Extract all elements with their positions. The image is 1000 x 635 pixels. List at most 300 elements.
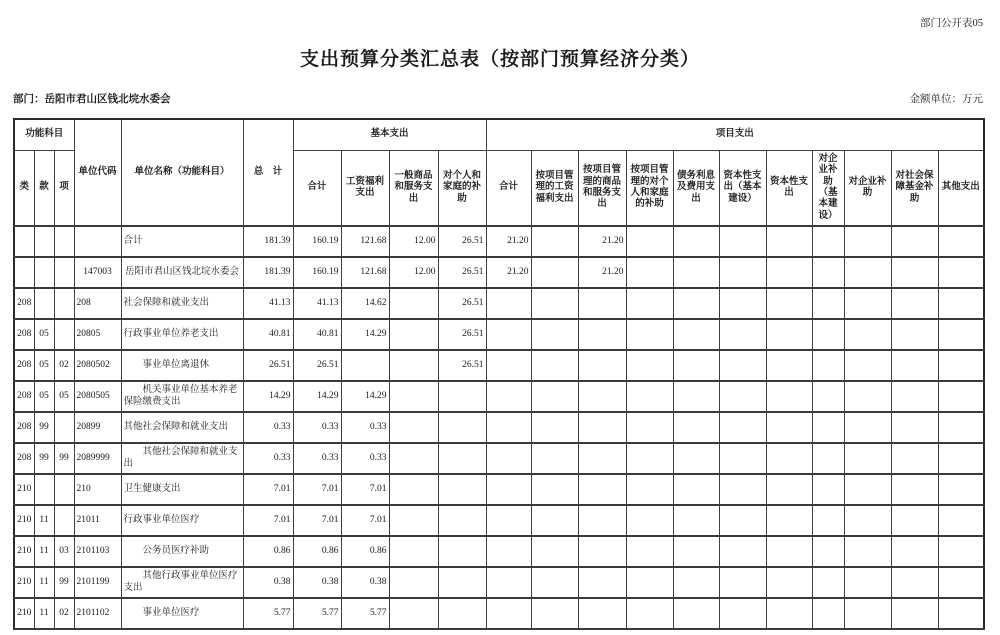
func-class-cell: 210 [14, 505, 34, 536]
func-class-cell: 208 [14, 412, 34, 443]
unit-code-cell: 2101102 [74, 598, 121, 629]
value-cell [673, 474, 719, 505]
header-project-debt-interest: 债务利息及费用支出 [673, 151, 719, 227]
value-cell [626, 598, 673, 629]
value-cell [719, 474, 766, 505]
value-cell [673, 350, 719, 381]
unit-code-cell: 2080505 [74, 381, 121, 412]
value-cell [812, 412, 844, 443]
value-cell [531, 412, 578, 443]
value-cell [531, 536, 578, 567]
value-cell [891, 567, 938, 598]
unit-code-cell: 147003 [74, 257, 121, 288]
value-cell: 181.39 [243, 226, 293, 257]
value-cell [531, 505, 578, 536]
value-cell: 0.33 [243, 443, 293, 474]
value-cell [389, 350, 438, 381]
value-cell [531, 443, 578, 474]
value-cell [812, 381, 844, 412]
header-basic-total: 合计 [293, 151, 341, 227]
table-row [14, 288, 984, 319]
func-item-cell: 02 [54, 598, 74, 629]
value-cell: 0.33 [293, 412, 341, 443]
func-class-cell [14, 226, 34, 257]
func-class-cell: 208 [14, 288, 34, 319]
value-cell [812, 567, 844, 598]
value-cell [486, 474, 531, 505]
unit-name-cell: 行政事业单位医疗 [121, 505, 243, 536]
value-cell: 0.38 [341, 567, 389, 598]
value-cell [844, 412, 891, 443]
value-cell [626, 412, 673, 443]
value-cell [938, 288, 984, 319]
value-cell [719, 567, 766, 598]
table-body [14, 226, 984, 629]
func-class-cell: 208 [14, 443, 34, 474]
value-cell [812, 257, 844, 288]
value-cell [938, 567, 984, 598]
func-item-cell [54, 474, 74, 505]
value-cell: 14.29 [243, 381, 293, 412]
value-cell [938, 536, 984, 567]
value-cell [812, 288, 844, 319]
value-cell [531, 288, 578, 319]
value-cell [812, 474, 844, 505]
value-cell [844, 288, 891, 319]
value-cell: 0.86 [243, 536, 293, 567]
form-code-label: 部门公开表05 [920, 18, 983, 29]
value-cell [438, 598, 486, 629]
value-cell [766, 598, 812, 629]
header-group-row [14, 119, 984, 151]
value-cell [719, 226, 766, 257]
value-cell: 21.20 [578, 226, 626, 257]
value-cell [766, 474, 812, 505]
value-cell: 0.38 [243, 567, 293, 598]
value-cell [766, 412, 812, 443]
value-cell [719, 536, 766, 567]
value-cell [389, 288, 438, 319]
value-cell [438, 536, 486, 567]
unit-code-cell: 20805 [74, 319, 121, 350]
func-item-cell [54, 257, 74, 288]
header-functional-group: 功能科目 [14, 119, 74, 151]
header-project-capital-construction: 资本性支出（基本建设） [719, 151, 766, 227]
value-cell [891, 505, 938, 536]
value-cell [673, 226, 719, 257]
value-cell: 121.68 [341, 226, 389, 257]
table-row [14, 443, 984, 474]
table-row [14, 567, 984, 598]
value-cell: 121.68 [341, 257, 389, 288]
value-cell [626, 443, 673, 474]
value-cell [766, 443, 812, 474]
unit-code-cell: 2080502 [74, 350, 121, 381]
header-unit-code: 单位代码 [74, 119, 121, 226]
func-class-cell: 210 [14, 536, 34, 567]
header-basic-wages: 工资福利支出 [341, 151, 389, 227]
value-cell [844, 598, 891, 629]
table-row [14, 474, 984, 505]
value-cell [438, 412, 486, 443]
value-cell [438, 474, 486, 505]
table-row [14, 381, 984, 412]
value-cell [578, 288, 626, 319]
value-cell: 41.13 [293, 288, 341, 319]
value-cell [938, 319, 984, 350]
header-project-enterprise: 对企业补助 [844, 151, 891, 227]
value-cell [673, 536, 719, 567]
unit-name-cell: 社会保障和就业支出 [121, 288, 243, 319]
header-grand-total: 总 计 [243, 119, 293, 226]
value-cell: 5.77 [293, 598, 341, 629]
func-section-cell: 05 [34, 319, 54, 350]
header-unit-name: 单位名称（功能科目） [121, 119, 243, 226]
value-cell: 40.81 [243, 319, 293, 350]
header-func-class: 类 [14, 151, 34, 227]
value-cell [486, 350, 531, 381]
value-cell [389, 412, 438, 443]
value-cell [812, 536, 844, 567]
value-cell: 0.33 [341, 412, 389, 443]
value-cell [844, 226, 891, 257]
func-section-cell: 05 [34, 381, 54, 412]
header-func-section: 款 [34, 151, 54, 227]
value-cell [891, 350, 938, 381]
header-project-social-security: 对社会保障基金补助 [891, 151, 938, 227]
value-cell: 0.86 [293, 536, 341, 567]
value-cell [673, 598, 719, 629]
value-cell: 7.01 [293, 474, 341, 505]
value-cell [812, 505, 844, 536]
func-item-cell [54, 226, 74, 257]
func-section-cell [34, 257, 54, 288]
func-section-cell: 05 [34, 350, 54, 381]
value-cell [766, 567, 812, 598]
func-section-cell: 99 [34, 443, 54, 474]
value-cell [719, 412, 766, 443]
func-class-cell: 208 [14, 381, 34, 412]
func-section-cell [34, 474, 54, 505]
value-cell [486, 567, 531, 598]
value-cell [531, 381, 578, 412]
value-cell [719, 505, 766, 536]
value-cell: 41.13 [243, 288, 293, 319]
value-cell: 21.20 [486, 257, 531, 288]
value-cell [578, 319, 626, 350]
value-cell [673, 505, 719, 536]
header-basic-individual: 对个人和家庭的补助 [438, 151, 486, 227]
value-cell [673, 257, 719, 288]
value-cell: 0.33 [293, 443, 341, 474]
value-cell: 26.51 [243, 350, 293, 381]
value-cell: 7.01 [243, 505, 293, 536]
value-cell [389, 319, 438, 350]
value-cell [938, 350, 984, 381]
department-label: 部门：岳阳市君山区钱北垸水委会 [13, 94, 171, 105]
value-cell: 160.19 [293, 257, 341, 288]
func-section-cell: 11 [34, 536, 54, 567]
value-cell: 12.00 [389, 257, 438, 288]
value-cell: 21.20 [486, 226, 531, 257]
value-cell: 181.39 [243, 257, 293, 288]
value-cell [486, 288, 531, 319]
header-project-individual: 按项目管理的对个人和家庭的补助 [626, 151, 673, 227]
header-basic-group: 基本支出 [293, 119, 486, 151]
func-item-cell: 02 [54, 350, 74, 381]
value-cell [578, 412, 626, 443]
value-cell [891, 536, 938, 567]
value-cell [438, 505, 486, 536]
value-cell: 5.77 [341, 598, 389, 629]
value-cell [812, 598, 844, 629]
value-cell: 7.01 [293, 505, 341, 536]
value-cell [938, 598, 984, 629]
value-cell [766, 319, 812, 350]
value-cell: 14.29 [341, 319, 389, 350]
value-cell [673, 443, 719, 474]
table-row [14, 350, 984, 381]
func-item-cell [54, 319, 74, 350]
value-cell [438, 443, 486, 474]
func-section-cell: 11 [34, 505, 54, 536]
table-header [14, 119, 984, 226]
value-cell: 0.33 [341, 443, 389, 474]
value-cell [891, 257, 938, 288]
value-cell [719, 443, 766, 474]
value-cell [673, 288, 719, 319]
value-cell [719, 350, 766, 381]
value-cell [531, 319, 578, 350]
value-cell [531, 567, 578, 598]
value-cell [438, 567, 486, 598]
value-cell: 7.01 [341, 505, 389, 536]
value-cell [578, 505, 626, 536]
value-cell [766, 226, 812, 257]
unit-name-cell: 事业单位医疗 [121, 598, 243, 629]
func-section-cell: 11 [34, 598, 54, 629]
value-cell [938, 505, 984, 536]
header-project-group: 项目支出 [486, 119, 984, 151]
unit-code-cell: 2101103 [74, 536, 121, 567]
table-row [14, 226, 984, 257]
value-cell: 7.01 [243, 474, 293, 505]
value-cell [626, 536, 673, 567]
value-cell: 14.29 [293, 381, 341, 412]
value-cell [486, 443, 531, 474]
value-cell [891, 443, 938, 474]
value-cell [531, 226, 578, 257]
value-cell [578, 598, 626, 629]
unit-name-cell: 其他社会保障和就业支出 [121, 443, 243, 474]
value-cell: 21.20 [578, 257, 626, 288]
page-title: 支出预算分类汇总表（按部门预算经济分类） [299, 49, 700, 70]
value-cell [844, 536, 891, 567]
func-class-cell: 208 [14, 350, 34, 381]
func-class-cell: 210 [14, 598, 34, 629]
table-row [14, 505, 984, 536]
value-cell [938, 474, 984, 505]
func-class-cell: 210 [14, 474, 34, 505]
value-cell [486, 536, 531, 567]
value-cell [719, 598, 766, 629]
value-cell [673, 319, 719, 350]
value-cell [891, 474, 938, 505]
table-row [14, 598, 984, 629]
value-cell [486, 381, 531, 412]
func-class-cell: 210 [14, 567, 34, 598]
value-cell [891, 598, 938, 629]
unit-code-cell: 208 [74, 288, 121, 319]
value-cell [766, 505, 812, 536]
value-cell [531, 474, 578, 505]
value-cell [891, 288, 938, 319]
func-class-cell: 208 [14, 319, 34, 350]
value-cell [844, 443, 891, 474]
value-cell: 26.51 [438, 350, 486, 381]
value-cell: 160.19 [293, 226, 341, 257]
unit-code-cell [74, 226, 121, 257]
value-cell [766, 288, 812, 319]
budget-table [13, 118, 985, 630]
func-section-cell [34, 226, 54, 257]
value-cell [389, 443, 438, 474]
value-cell [578, 536, 626, 567]
value-cell [719, 381, 766, 412]
value-cell: 26.51 [293, 350, 341, 381]
value-cell [766, 350, 812, 381]
unit-name-cell: 其他社会保障和就业支出 [121, 412, 243, 443]
unit-name-cell: 其他行政事业单位医疗支出 [121, 567, 243, 598]
value-cell: 14.29 [341, 381, 389, 412]
value-cell [938, 257, 984, 288]
value-cell [719, 257, 766, 288]
value-cell [812, 319, 844, 350]
value-cell [626, 350, 673, 381]
value-cell [938, 381, 984, 412]
value-cell [626, 319, 673, 350]
value-cell [626, 257, 673, 288]
func-item-cell [54, 505, 74, 536]
value-cell: 26.51 [438, 319, 486, 350]
unit-name-cell: 事业单位离退休 [121, 350, 243, 381]
value-cell [578, 443, 626, 474]
value-cell [578, 474, 626, 505]
unit-code-cell: 2089999 [74, 443, 121, 474]
func-section-cell: 99 [34, 412, 54, 443]
value-cell [626, 474, 673, 505]
value-cell [938, 443, 984, 474]
value-cell [389, 381, 438, 412]
value-cell [844, 474, 891, 505]
value-cell [766, 381, 812, 412]
value-cell [578, 567, 626, 598]
value-cell [844, 319, 891, 350]
table-row [14, 412, 984, 443]
func-section-cell [34, 288, 54, 319]
header-func-item: 项 [54, 151, 74, 227]
value-cell: 12.00 [389, 226, 438, 257]
value-cell [673, 567, 719, 598]
value-cell [766, 257, 812, 288]
value-cell [626, 567, 673, 598]
table-row [14, 319, 984, 350]
func-item-cell: 99 [54, 443, 74, 474]
func-item-cell: 03 [54, 536, 74, 567]
value-cell [844, 567, 891, 598]
value-cell: 26.51 [438, 288, 486, 319]
value-cell: 40.81 [293, 319, 341, 350]
unit-code-cell: 21011 [74, 505, 121, 536]
unit-code-cell: 210 [74, 474, 121, 505]
value-cell: 0.86 [341, 536, 389, 567]
func-class-cell [14, 257, 34, 288]
value-cell [389, 598, 438, 629]
value-cell: 26.51 [438, 257, 486, 288]
value-cell: 5.77 [243, 598, 293, 629]
value-cell [812, 443, 844, 474]
value-cell [578, 350, 626, 381]
unit-name-cell: 岳阳市君山区钱北垸水委会 [121, 257, 243, 288]
value-cell [626, 226, 673, 257]
value-cell [812, 350, 844, 381]
table-row [14, 257, 984, 288]
value-cell: 14.62 [341, 288, 389, 319]
value-cell [719, 288, 766, 319]
header-basic-goods: 一般商品和服务支出 [389, 151, 438, 227]
value-cell [844, 257, 891, 288]
func-item-cell [54, 288, 74, 319]
value-cell: 7.01 [341, 474, 389, 505]
value-cell [719, 319, 766, 350]
header-project-total: 合计 [486, 151, 531, 227]
header-project-wages: 按项目管理的工资福利支出 [531, 151, 578, 227]
func-item-cell: 05 [54, 381, 74, 412]
value-cell [844, 350, 891, 381]
table-row [14, 536, 984, 567]
value-cell [766, 536, 812, 567]
value-cell [891, 319, 938, 350]
unit-name-cell: 行政事业单位养老支出 [121, 319, 243, 350]
value-cell [486, 598, 531, 629]
value-cell [531, 350, 578, 381]
unit-name-cell: 卫生健康支出 [121, 474, 243, 505]
value-cell [531, 257, 578, 288]
value-cell [531, 598, 578, 629]
value-cell [486, 319, 531, 350]
value-cell [626, 288, 673, 319]
value-cell [578, 381, 626, 412]
value-cell [341, 350, 389, 381]
unit-code-cell: 20899 [74, 412, 121, 443]
func-item-cell: 99 [54, 567, 74, 598]
value-cell [486, 505, 531, 536]
value-cell [389, 536, 438, 567]
unit-name-cell: 机关事业单位基本养老保险缴费支出 [121, 381, 243, 412]
header-project-goods: 按项目管理的商品和服务支出 [578, 151, 626, 227]
value-cell [891, 226, 938, 257]
amount-unit-label: 金额单位：万元 [909, 94, 983, 105]
value-cell: 26.51 [438, 226, 486, 257]
unit-code-cell: 2101199 [74, 567, 121, 598]
value-cell [486, 412, 531, 443]
header-project-capital: 资本性支出 [766, 151, 812, 227]
value-cell [626, 505, 673, 536]
unit-name-cell: 合计 [121, 226, 243, 257]
header-project-other: 其他支出 [938, 151, 984, 227]
value-cell [389, 505, 438, 536]
value-cell [844, 505, 891, 536]
